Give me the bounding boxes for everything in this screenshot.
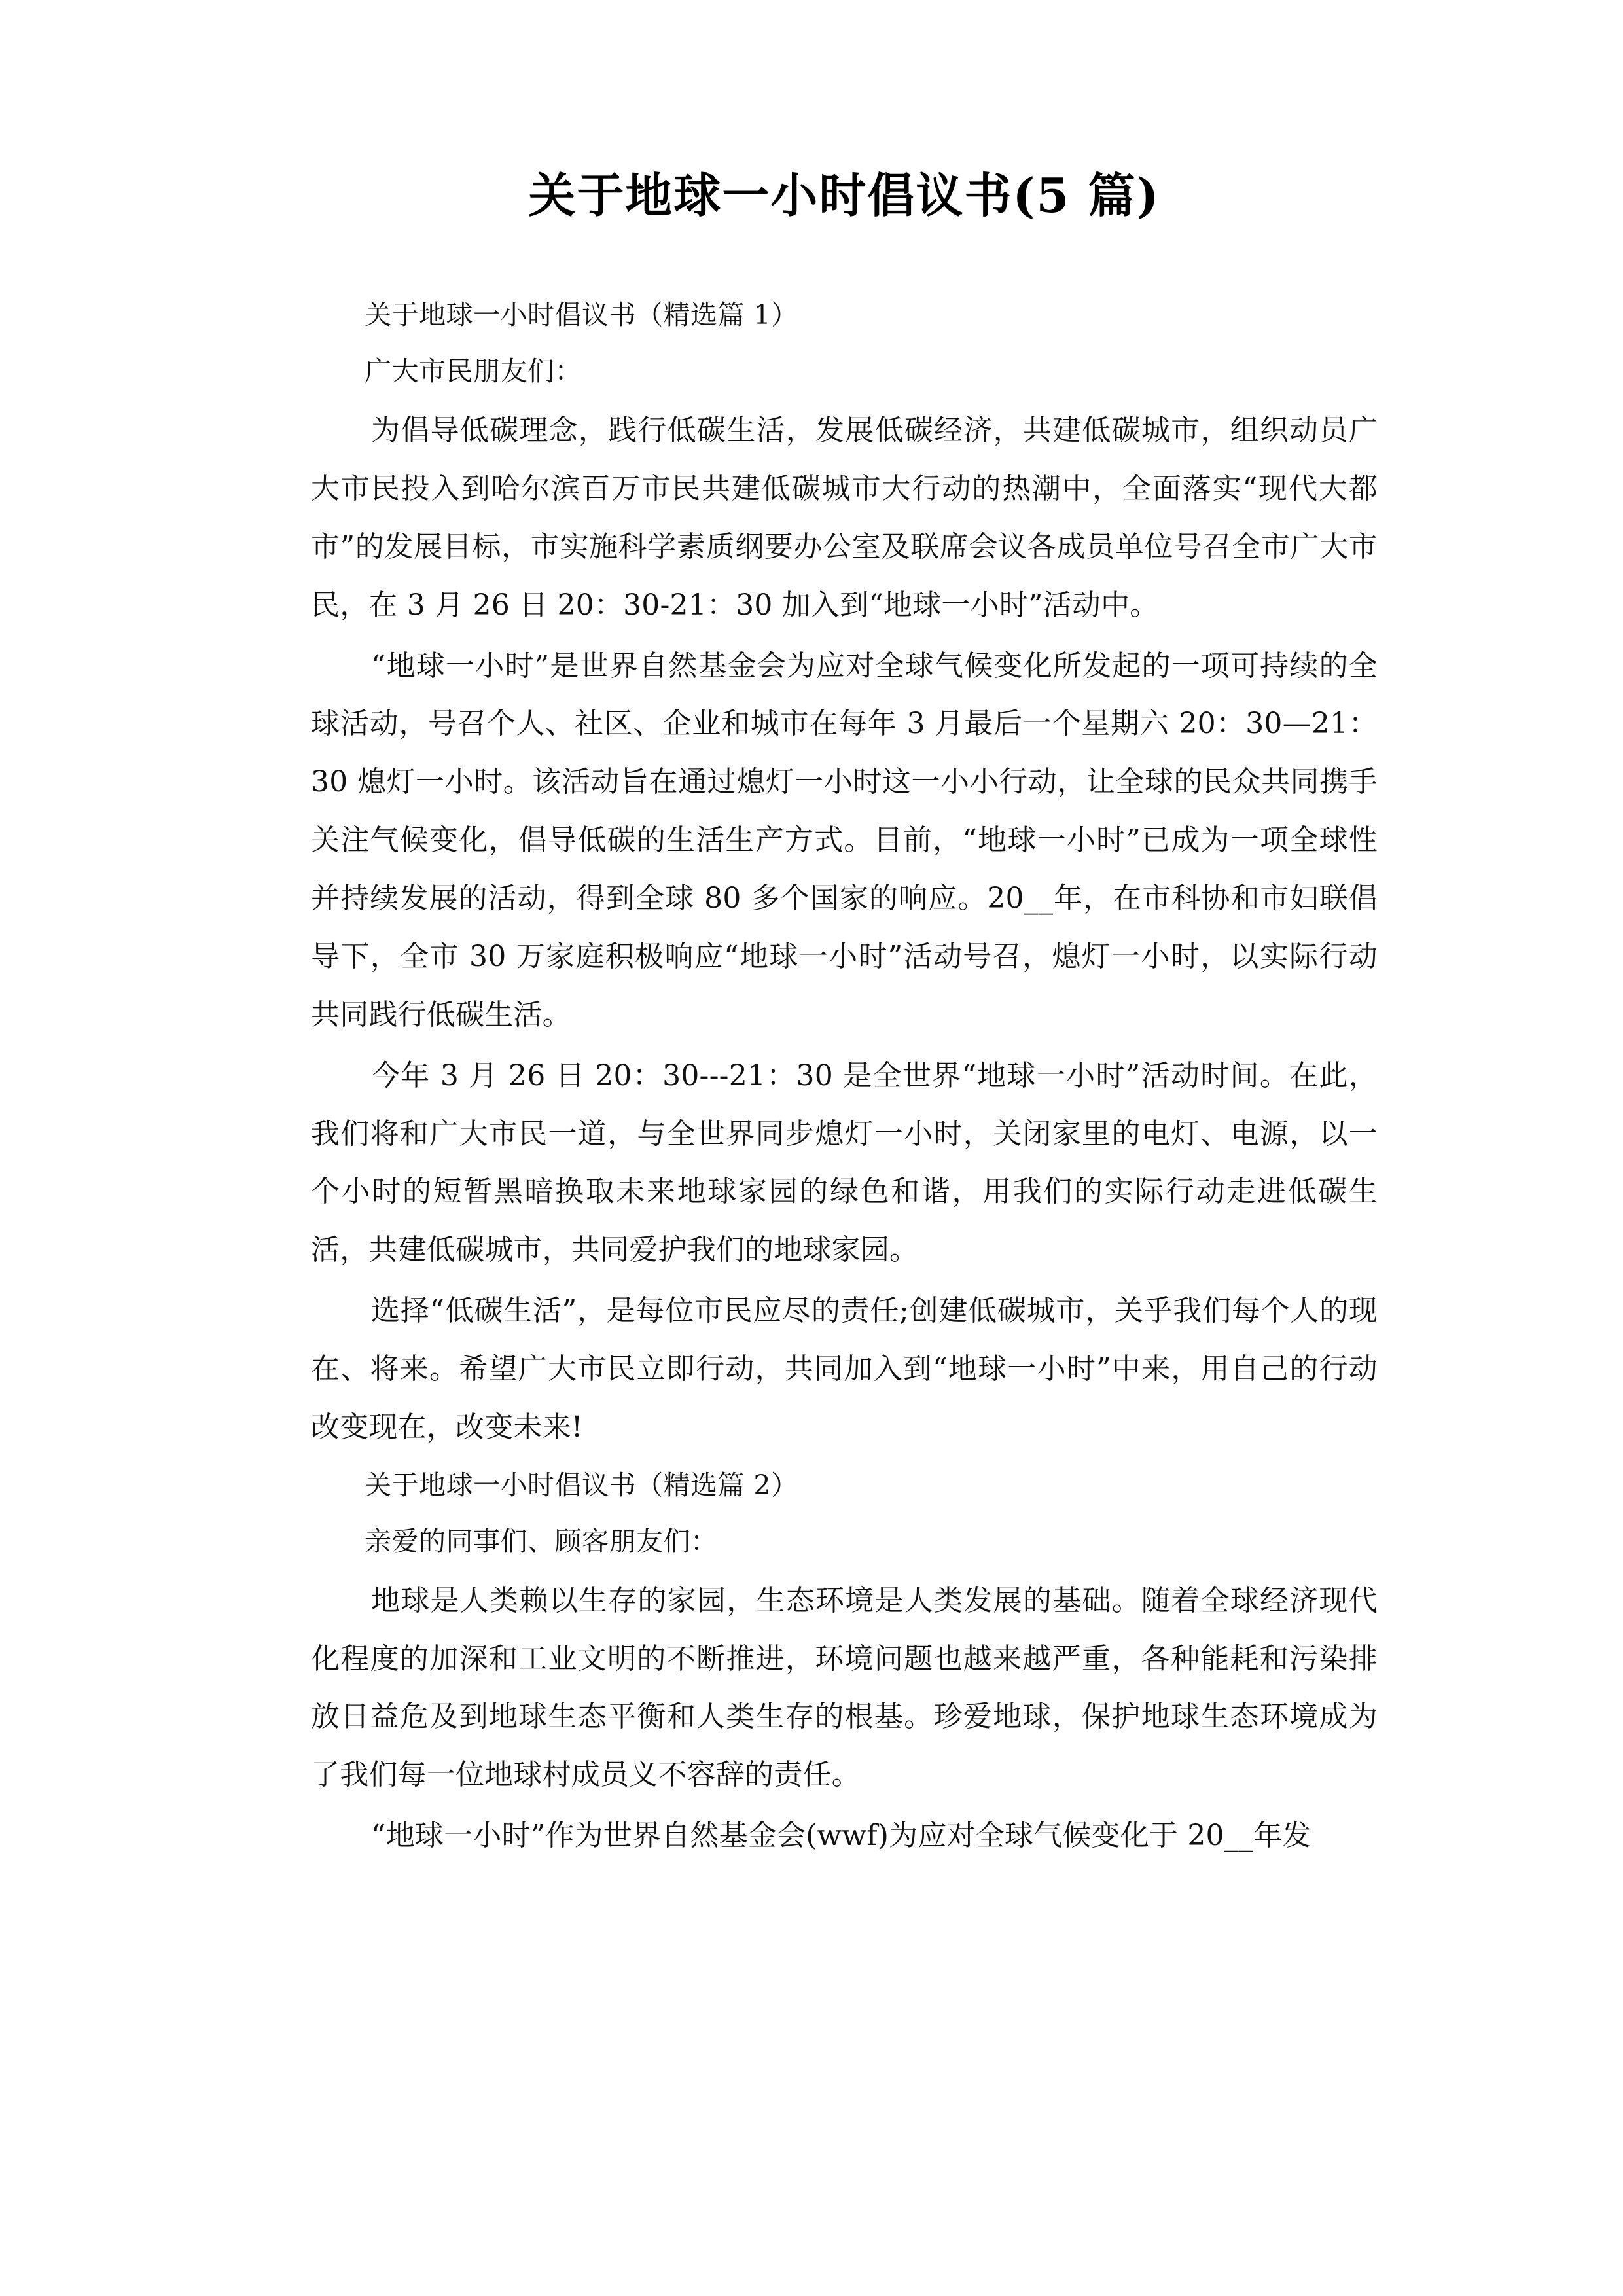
paragraph: “地球一小时”是世界自然基金会为应对全球气候变化所发起的一项可持续的全球活动，号召个人、社区、企业和城市在每年 3 月最后一个星期六 20：30—21：30 熄灯一小时。该活动旨在通过熄灯一小时这一小小行动，让全球的民众共同携手关注气候变化，倡导低碳的生活生产方式。目前，“地球一小时”已成为一项全球性并持续发展的活动，得到全球 80 多个国家的响应。20__年，在市科协和市妇联倡导下，全市 30 万家庭积极响应“地球一小时”活动号召，熄灯一小时，以实际行动共同践行低碳生活。	[311, 649, 1378, 1031]
document-content	[311, 164, 1378, 1868]
page-title: 关于地球一小时倡议书(5 篇)	[528, 168, 1160, 223]
paragraph: 地球是人类赖以生存的家园，生态环境是人类发展的基础。随着全球经济现代化程度的加深和工业文明的不断推进，环境问题也越来越严重，各种能耗和污染排放日益危及到地球生态平衡和人类生存的根基。珍爱地球，保护地球生态环境成为了我们每一位地球村成员义不容辞的责任。	[311, 1583, 1378, 1792]
paragraph: 选择“低碳生活”，是每位市民应尽的责任;创建低碳城市，关乎我们每个人的现在、将来。希望广大市民立即行动，共同加入到“地球一小时”中来，用自己的行动改变现在，改变未来!	[311, 1294, 1378, 1444]
essay-section-1	[311, 289, 1378, 1457]
salutation-2: 亲爱的同事们、顾客朋友们：	[365, 1525, 718, 1557]
paragraph: “地球一小时”作为世界自然基金会(wwf)为应对全球气候变化于 20__年发	[371, 1819, 1311, 1853]
section-heading-2: 关于地球一小时倡议书（精选篇 2）	[365, 1469, 798, 1501]
salutation-1: 广大市民朋友们：	[365, 355, 582, 387]
paragraph: 今年 3 月 26 日 20：30---21：30 是全世界“地球一小时”活动时间。在此，我们将和广大市民一道，与全世界同步熄灯一小时，关闭家里的电灯、电源，以一个小时的短暂黑暗换取未来地球家园的绿色和谐，用我们的实际行动走进低碳生活，共建低碳城市，共同爱护我们的地球家园。	[311, 1058, 1378, 1267]
essay-section-2	[311, 1460, 1378, 1865]
paragraph: 为倡导低碳理念，践行低碳生活，发展低碳经济，共建低碳城市，组织动员广大市民投入到哈尔滨百万市民共建低碳城市大行动的热潮中，全面落实“现代大都市”的发展目标，市实施科学素质纲要办公室及联席会议各成员单位号召全市广大市民，在 3 月 26 日 20：30-21：30 加入到“地球一小时”活动中。	[311, 414, 1378, 622]
section-heading-1: 关于地球一小时倡议书（精选篇 1）	[365, 299, 798, 331]
